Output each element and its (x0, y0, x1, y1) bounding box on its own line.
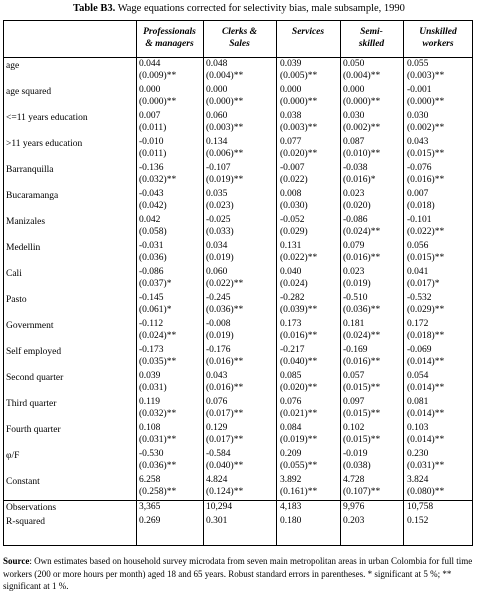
std-error-cell: (0.019) (206, 331, 234, 341)
coefficient-cell: 0.048 (206, 59, 228, 69)
std-error-cell: (0.019)** (206, 175, 244, 185)
coefficient-cell: 0.054 (407, 371, 429, 381)
rsquared-cell: 0.180 (280, 516, 302, 526)
std-error-cell: (0.020)** (280, 383, 318, 393)
std-error-cell: (0.024) (280, 279, 308, 289)
coefficient-cell: 0.079 (343, 241, 365, 251)
coefficient-cell: 0.056 (407, 241, 429, 251)
coefficient-cell: 0.042 (139, 215, 161, 225)
std-error-cell: (0.004)** (343, 71, 381, 81)
column-header: Unskilled (419, 27, 457, 37)
std-error-cell: (0.040)** (280, 357, 318, 367)
row-label: R-squared (6, 517, 46, 527)
coefficient-cell: 0.085 (280, 371, 302, 381)
coefficient-cell: 0.134 (206, 137, 228, 147)
row-label: Manizales (6, 217, 46, 227)
coefficient-cell: 3.824 (407, 475, 429, 485)
std-error-cell: (0.017)** (206, 435, 244, 445)
coefficient-cell: -0.069 (407, 345, 432, 355)
coefficient-cell: 0.007 (407, 189, 429, 199)
coefficient-cell: 0.035 (206, 189, 228, 199)
std-error-cell: (0.036)** (343, 305, 381, 315)
row-label: Barranquilla (6, 165, 54, 175)
std-error-cell: (0.023) (206, 201, 234, 211)
coefficient-cell: 0.057 (343, 371, 365, 381)
coefficient-cell: 0.119 (139, 397, 161, 407)
row-label: Third quarter (6, 399, 57, 409)
std-error-cell: (0.000)** (139, 97, 177, 107)
std-error-cell: (0.016)** (206, 357, 244, 367)
coefficient-cell: 0.030 (343, 111, 365, 121)
std-error-cell: (0.022)** (206, 279, 244, 289)
std-error-cell: (0.022)** (407, 227, 445, 237)
std-error-cell: (0.022)** (280, 253, 318, 263)
std-error-cell: (0.015)** (343, 409, 381, 419)
coefficient-cell: 0.000 (343, 85, 365, 95)
std-error-cell: (0.000)** (206, 97, 244, 107)
observations-cell: 10,758 (407, 502, 434, 512)
std-error-cell: (0.002)** (343, 123, 381, 133)
column-divider (276, 20, 277, 546)
coefficient-cell: 3.892 (280, 475, 302, 485)
coefficient-cell: -0.282 (280, 293, 305, 303)
coefficient-cell: 0.103 (407, 423, 429, 433)
coefficient-cell: 0.055 (407, 59, 429, 69)
coefficient-cell: 0.087 (343, 137, 365, 147)
coefficient-cell: 0.230 (407, 449, 429, 459)
std-error-cell: (0.003)** (206, 123, 244, 133)
coefficient-cell: 0.209 (280, 449, 302, 459)
observations-cell: 4,183 (280, 502, 302, 512)
coefficient-cell: 0.040 (280, 267, 302, 277)
coefficient-cell: -0.008 (206, 319, 231, 329)
column-header: Semi- (360, 27, 383, 37)
row-label: age squared (6, 87, 52, 97)
std-error-cell: (0.036)** (206, 305, 244, 315)
std-error-cell: (0.015)** (343, 383, 381, 393)
coefficient-cell: -0.025 (206, 215, 231, 225)
coefficient-cell: -0.217 (280, 345, 305, 355)
coefficient-cell: 0.076 (206, 397, 228, 407)
std-error-cell: (0.019) (343, 279, 371, 289)
coefficient-cell: 0.008 (280, 189, 302, 199)
coefficient-cell: 0.060 (206, 267, 228, 277)
std-error-cell: (0.107)** (343, 487, 381, 497)
coefficient-cell: -0.245 (206, 293, 231, 303)
std-error-cell: (0.024)** (343, 227, 381, 237)
coefficient-cell: 0.172 (407, 319, 429, 329)
coefficient-cell: -0.010 (139, 137, 164, 147)
coefficient-cell: -0.145 (139, 293, 164, 303)
coefficient-cell: -0.031 (139, 241, 164, 251)
std-error-cell: (0.031)** (139, 435, 177, 445)
std-error-cell: (0.005)** (280, 71, 318, 81)
std-error-cell: (0.031)** (407, 461, 445, 471)
coefficient-cell: 0.039 (139, 371, 161, 381)
coefficient-cell: 0.043 (206, 371, 228, 381)
std-error-cell: (0.055)** (280, 461, 318, 471)
std-error-cell: (0.009)** (139, 71, 177, 81)
std-error-cell: (0.024)** (343, 331, 381, 341)
std-error-cell: (0.011) (139, 149, 167, 159)
std-error-cell: (0.006)** (206, 149, 244, 159)
column-divider (203, 20, 204, 546)
column-header: Services (291, 27, 325, 37)
std-error-cell: (0.035)** (139, 357, 177, 367)
std-error-cell: (0.000)** (343, 97, 381, 107)
coefficient-cell: 0.060 (206, 111, 228, 121)
coefficient-cell: -0.043 (139, 189, 164, 199)
row-label: age (6, 61, 20, 71)
table-number: Table B3. (73, 3, 116, 14)
coefficient-cell: -0.101 (407, 215, 432, 225)
std-error-cell: (0.000)** (407, 97, 445, 107)
std-error-cell: (0.040)** (206, 461, 244, 471)
observations-cell: 10,294 (206, 502, 233, 512)
coefficient-cell: 0.102 (343, 423, 365, 433)
std-error-cell: (0.258)** (139, 487, 177, 497)
row-label: Cali (6, 269, 22, 279)
row-label: φ/F (6, 451, 20, 461)
coefficient-cell: 0.129 (206, 423, 228, 433)
row-label: Medellin (6, 243, 41, 253)
std-error-cell: (0.061)* (139, 305, 172, 315)
std-error-cell: (0.030) (280, 201, 308, 211)
std-error-cell: (0.016)** (280, 331, 318, 341)
coefficient-cell: 6.258 (139, 475, 161, 485)
column-header: workers (422, 39, 454, 49)
row-label: <=11 years education (6, 113, 88, 123)
coefficient-cell: -0.584 (206, 449, 231, 459)
coefficient-cell: -0.052 (280, 215, 305, 225)
rsquared-cell: 0.152 (407, 516, 429, 526)
row-label: Constant (6, 477, 40, 487)
coefficient-cell: 0.007 (139, 111, 161, 121)
std-error-cell: (0.036) (139, 253, 167, 263)
coefficient-cell: -0.173 (139, 345, 164, 355)
std-error-cell: (0.016)* (343, 175, 376, 185)
column-header: Clerks & (221, 27, 258, 37)
column-divider (340, 20, 341, 546)
row-label: >11 years education (6, 139, 83, 149)
std-error-cell: (0.017)** (206, 409, 244, 419)
coefficient-cell: 0.000 (139, 85, 161, 95)
coefficient-cell: 0.173 (280, 319, 302, 329)
coefficient-cell: 0.131 (280, 241, 302, 251)
table-caption: Wage equations corrected for selectivity bias, male subsample, 1990 (115, 3, 405, 14)
rsquared-cell: 0.301 (206, 516, 228, 526)
column-header: & managers (145, 39, 194, 49)
coefficient-cell: 0.050 (343, 59, 365, 69)
column-divider (136, 20, 137, 546)
std-error-cell: (0.018) (407, 201, 435, 211)
column-header: Professionals (143, 27, 196, 37)
std-error-cell: (0.038) (343, 461, 371, 471)
std-error-cell: (0.124)** (206, 487, 244, 497)
std-error-cell: (0.024)** (139, 331, 177, 341)
coefficient-cell: -0.107 (206, 163, 231, 173)
coefficient-cell: -0.136 (139, 163, 164, 173)
coefficient-cell: -0.530 (139, 449, 164, 459)
coefficient-cell: 0.039 (280, 59, 302, 69)
std-error-cell: (0.011) (139, 123, 167, 133)
coefficient-cell: -0.007 (280, 163, 305, 173)
coefficient-cell: 0.000 (206, 85, 228, 95)
std-error-cell: (0.020) (343, 201, 371, 211)
coefficient-cell: -0.532 (407, 293, 432, 303)
row-label: Government (6, 321, 54, 331)
coefficient-cell: 0.023 (343, 267, 365, 277)
std-error-cell: (0.010)** (343, 149, 381, 159)
std-error-cell: (0.016)** (206, 383, 244, 393)
source-text: : Own estimates based on household survey microdata from seven main metropolitan areas in urban Colombia for full time workers (200 or more hours per month) aged 18 and 65 years. Robust standard errors in parentheses. * significant at 5 %; ** significant at 1 %. (3, 556, 473, 591)
observations-cell: 3,365 (139, 502, 161, 512)
coefficient-cell: 0.043 (407, 137, 429, 147)
table-title (0, 3, 478, 14)
std-error-cell: (0.002)** (407, 123, 445, 133)
std-error-cell: (0.033) (206, 227, 234, 237)
row-label: Pasto (6, 295, 27, 305)
std-error-cell: (0.016)** (407, 175, 445, 185)
std-error-cell: (0.014)** (407, 409, 445, 419)
std-error-cell: (0.017)* (407, 279, 440, 289)
std-error-cell: (0.016)** (343, 357, 381, 367)
std-error-cell: (0.080)** (407, 487, 445, 497)
std-error-cell: (0.015)** (407, 253, 445, 263)
std-error-cell: (0.022) (280, 175, 308, 185)
std-error-cell: (0.000)** (280, 97, 318, 107)
coefficient-cell: -0.086 (139, 267, 164, 277)
coefficient-cell: 0.081 (407, 397, 429, 407)
coefficient-cell: 0.108 (139, 423, 161, 433)
coefficient-cell: 0.076 (280, 397, 302, 407)
coefficient-cell: 0.044 (139, 59, 161, 69)
coefficient-cell: -0.169 (343, 345, 368, 355)
std-error-cell: (0.020)** (280, 149, 318, 159)
std-error-cell: (0.003)** (280, 123, 318, 133)
coefficient-cell: -0.176 (206, 345, 231, 355)
coefficient-cell: 0.038 (280, 111, 302, 121)
coefficient-cell: 0.181 (343, 319, 365, 329)
std-error-cell: (0.029) (280, 227, 308, 237)
coefficient-cell: 0.077 (280, 137, 302, 147)
coefficient-cell: 4.728 (343, 475, 365, 485)
std-error-cell: (0.029)** (407, 305, 445, 315)
coefficient-cell: 0.084 (280, 423, 302, 433)
std-error-cell: (0.004)** (206, 71, 244, 81)
header-rule (3, 57, 473, 58)
coefficient-cell: -0.076 (407, 163, 432, 173)
row-label: Self employed (6, 347, 62, 357)
std-error-cell: (0.036)** (139, 461, 177, 471)
coefficient-cell: -0.019 (343, 449, 368, 459)
std-error-cell: (0.015)** (343, 435, 381, 445)
coefficient-cell: -0.038 (343, 163, 368, 173)
std-error-cell: (0.042) (139, 201, 167, 211)
row-label: Fourth quarter (6, 425, 61, 435)
rsquared-cell: 0.269 (139, 516, 161, 526)
std-error-cell: (0.015)** (407, 149, 445, 159)
std-error-cell: (0.018)** (407, 331, 445, 341)
std-error-cell: (0.039)** (280, 305, 318, 315)
column-divider (403, 20, 404, 546)
row-label: Second quarter (6, 373, 64, 383)
observations-cell: 9,976 (343, 502, 365, 512)
coefficient-cell: -0.086 (343, 215, 368, 225)
std-error-cell: (0.019)** (280, 435, 318, 445)
coefficient-cell: 0.097 (343, 397, 365, 407)
coefficient-cell: -0.112 (139, 319, 164, 329)
row-label: Bucaramanga (6, 191, 59, 201)
std-error-cell: (0.021)** (280, 409, 318, 419)
std-error-cell: (0.037)* (139, 279, 172, 289)
coefficient-cell: -0.001 (407, 85, 432, 95)
coefficient-cell: 0.030 (407, 111, 429, 121)
std-error-cell: (0.161)** (280, 487, 318, 497)
coefficient-cell: 0.041 (407, 267, 429, 277)
std-error-cell: (0.014)** (407, 357, 445, 367)
column-header: Sales (229, 39, 250, 49)
std-error-cell: (0.031) (139, 383, 167, 393)
column-header: skilled (358, 39, 385, 49)
coefficient-cell: -0.510 (343, 293, 368, 303)
std-error-cell: (0.032)** (139, 409, 177, 419)
coefficient-cell: 0.023 (343, 189, 365, 199)
row-label: Observations (6, 503, 57, 513)
std-error-cell: (0.032)** (139, 175, 177, 185)
std-error-cell: (0.003)** (407, 71, 445, 81)
std-error-cell: (0.058) (139, 227, 167, 237)
coefficient-cell: 0.034 (206, 241, 228, 251)
std-error-cell: (0.019) (206, 253, 234, 263)
rsquared-cell: 0.203 (343, 516, 365, 526)
source-label: Source (3, 556, 30, 566)
coefficient-cell: 0.000 (280, 85, 302, 95)
source-note (3, 555, 475, 593)
std-error-cell: (0.014)** (407, 435, 445, 445)
stats-rule (3, 500, 473, 501)
std-error-cell: (0.016)** (343, 253, 381, 263)
std-error-cell: (0.014)** (407, 383, 445, 393)
coefficient-cell: 4.824 (206, 475, 228, 485)
